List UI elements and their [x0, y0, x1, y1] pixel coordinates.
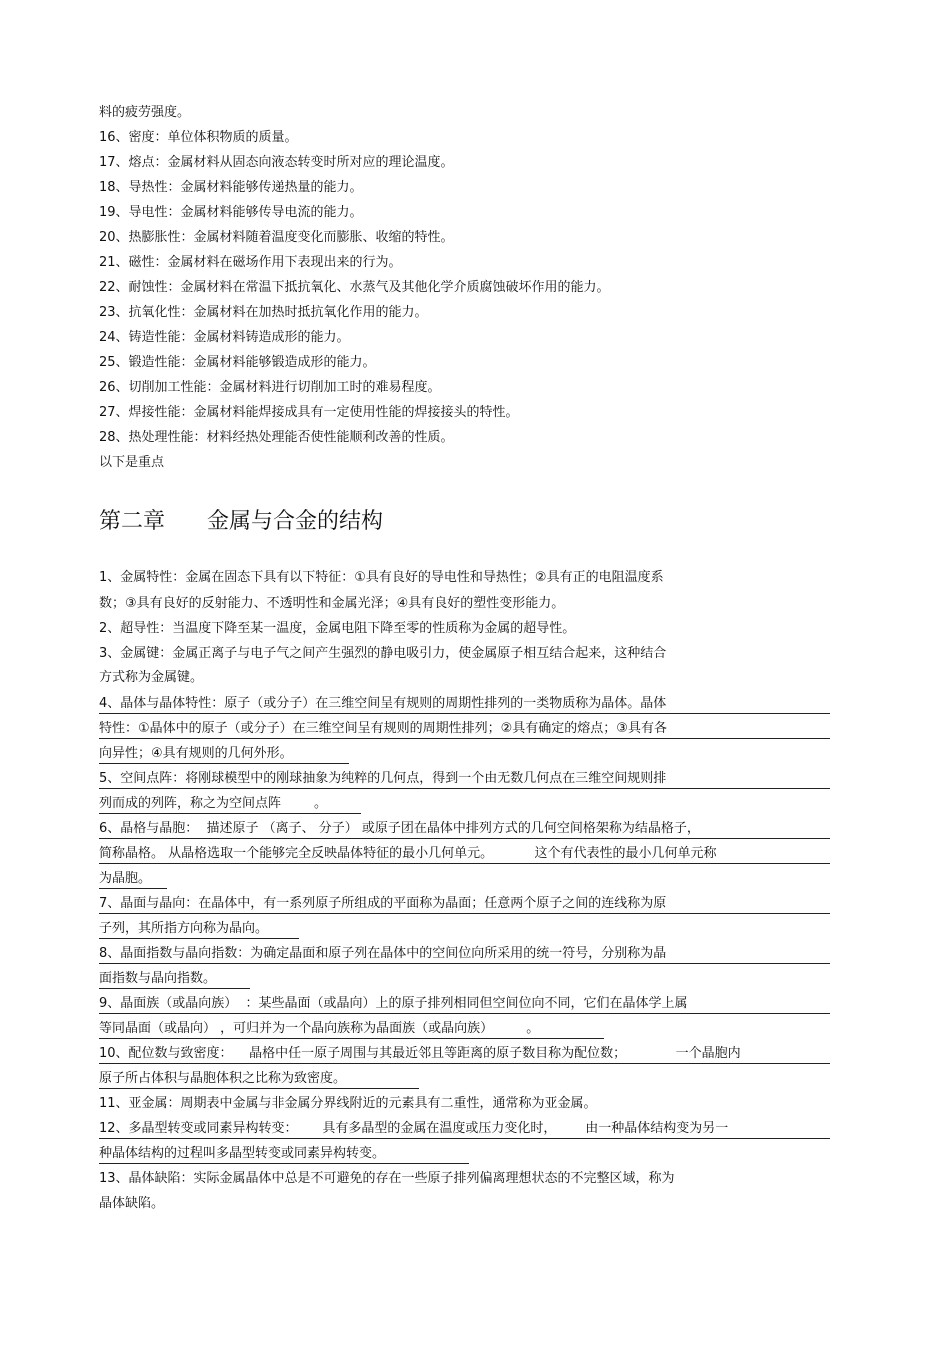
underline-rule: [99, 738, 830, 739]
underline-rule: [99, 938, 299, 939]
text-line: 3、金属键：金属正离子与电子气之间产生强烈的静电吸引力，使金属原子相互结合起来，这种结合: [99, 646, 667, 661]
underline-rule: [99, 838, 830, 839]
underline-rule: [99, 1038, 604, 1039]
text-line: 25、锻造性能：金属材料能够锻造成形的能力。: [99, 355, 376, 370]
chapter-heading: 第二章 金属与合金的结构: [99, 509, 383, 534]
text-line: 为晶胞。: [99, 871, 152, 886]
text-line: 13、晶体缺陷：实际金属晶体中总是不可避免的存在一些原子排列偏离理想状态的不完整区域，称为: [99, 1171, 675, 1186]
text-line: 19、导电性：金属材料能够传导电流的能力。: [99, 205, 363, 220]
underline-rule: [99, 863, 830, 864]
text-line: 12、多晶型转变或同素异构转变： 具有多晶型的金属在温度或压力变化时， 由一种晶体结构变为另一: [99, 1121, 729, 1136]
underline-rule: [99, 788, 830, 789]
underline-rule: [99, 913, 830, 914]
text-line: 23、抗氧化性：金属材料在加热时抵抗氧化作用的能力。: [99, 305, 428, 320]
text-line: 原子所占体积与晶胞体积之比称为致密度。: [99, 1071, 347, 1086]
text-line: 简称晶格。 从晶格选取一个能够完全反映晶体特征的最小几何单元。 这个有代表性的最小几何单元称: [99, 846, 717, 861]
text-line: 11、亚金属：周期表中金属与非金属分界线附近的元素具有二重性，通常称为亚金属。: [99, 1096, 597, 1111]
text-line: 2、超导性：当温度下降至某一温度，金属电阻下降至零的性质称为金属的超导性。: [99, 621, 576, 636]
text-line: 17、熔点：金属材料从固态向液态转变时所对应的理论温度。: [99, 155, 454, 170]
text-line: 面指数与晶向指数。: [99, 971, 217, 986]
text-line: 等同晶面（或晶向） ，可归并为一个晶向族称为晶面族（或晶向族） 。: [99, 1021, 540, 1036]
text-line: 26、切削加工性能：金属材料进行切削加工时的难易程度。: [99, 380, 441, 395]
text-line: 4、晶体与晶体特性：原子（或分子）在三维空间呈有规则的周期性排列的一类物质称为晶体。晶体: [99, 696, 667, 711]
underline-rule: [99, 763, 349, 764]
underline-rule: [99, 1063, 830, 1064]
text-line: 20、热膨胀性：金属材料随着温度变化而膨胀、收缩的特性。: [99, 230, 454, 245]
text-line: 28、热处理性能：材料经热处理能否使性能顺利改善的性质。: [99, 430, 454, 445]
text-line: 9、晶面族（或晶向族） ：某些晶面（或晶向）上的原子排列相同但空间位向不同，它们在晶体学上属: [99, 996, 688, 1011]
text-line: 5、空间点阵：将刚球模型中的刚球抽象为纯粹的几何点，得到一个由无数几何点在三维空间规则排: [99, 771, 667, 786]
underline-rule: [99, 963, 830, 964]
text-line: 21、磁性：金属材料在磁场作用下表现出来的行为。: [99, 255, 402, 270]
underline-rule: [99, 1138, 830, 1139]
text-line: 27、焊接性能：金属材料能焊接成具有一定使用性能的焊接接头的特性。: [99, 405, 519, 420]
underline-rule: [99, 713, 830, 714]
text-line: 1、金属特性：金属在固态下具有以下特征：①具有良好的导电性和导热性；②具有正的电阻温度系: [99, 570, 664, 585]
text-line: 特性：①晶体中的原子（或分子）在三维空间呈有规则的周期性排列；②具有确定的熔点；③具有各: [99, 721, 667, 736]
text-line: 6、晶格与晶胞： 描述原子 （离子、 分子） 或原子团在晶体中排列方式的几何空间格架称为结晶格子，: [99, 821, 700, 836]
text-line: 以下是重点: [99, 455, 165, 470]
text-line: 10、配位数与致密度： 晶格中任一原子周围与其最近邻且等距离的原子数目称为配位数； 一个晶胞内: [99, 1046, 741, 1061]
text-line: 22、耐蚀性：金属材料在常温下抵抗氧化、水蒸气及其他化学介质腐蚀破坏作用的能力。: [99, 280, 610, 295]
underline-rule: [99, 1013, 830, 1014]
underline-rule: [99, 1088, 419, 1089]
text-line: 种晶体结构的过程叫多晶型转变或同素异构转变。: [99, 1146, 386, 1161]
underline-rule: [99, 988, 250, 989]
text-line: 晶体缺陷。: [99, 1196, 165, 1211]
text-line: 16、密度：单位体积物质的质量。: [99, 130, 298, 145]
text-line: 18、导热性：金属材料能够传递热量的能力。: [99, 180, 363, 195]
underline-rule: [99, 888, 167, 889]
text-line: 子列，其所指方向称为晶向。: [99, 921, 269, 936]
text-line: 向异性；④具有规则的几何外形。: [99, 746, 293, 761]
text-line: 7、晶面与晶向：在晶体中，有一系列原子所组成的平面称为晶面；任意两个原子之间的连线称为原: [99, 896, 667, 911]
text-line: 24、铸造性能：金属材料铸造成形的能力。: [99, 330, 350, 345]
text-line: 8、晶面指数与晶向指数：为确定晶面和原子列在晶体中的空间位向所采用的统一符号，分别称为晶: [99, 946, 667, 961]
text-line: 方式称为金属键。: [99, 670, 204, 685]
underline-rule: [99, 813, 361, 814]
text-line: 列而成的列阵，称之为空间点阵 。: [99, 796, 328, 811]
underline-rule: [99, 1163, 469, 1164]
text-line: 料的疲劳强度。: [99, 105, 191, 120]
text-line: 数；③具有良好的反射能力、不透明性和金属光泽；④具有良好的塑性变形能力。: [99, 596, 565, 611]
